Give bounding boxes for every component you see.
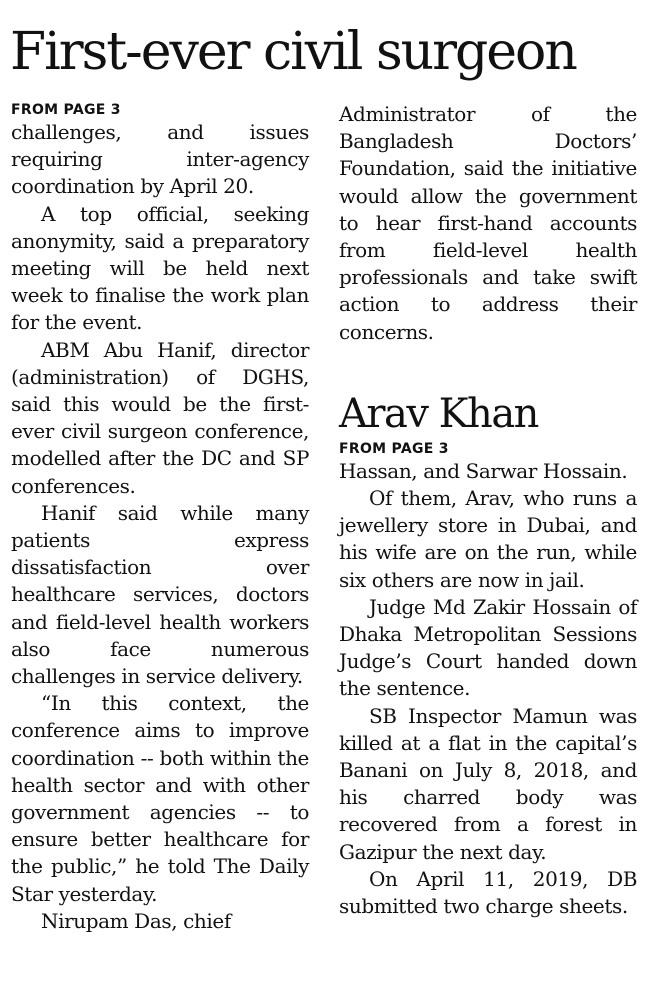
story1-continued-paragraph: Administrator of the Bangladesh Doctors’ Foundation, said the initiative would allow the government to hear first-hand accounts from field-level health professionals and take swift action to address their concerns. xyxy=(339,102,637,344)
story2-paragraph: SB Inspector Mamun was killed at a flat in the capital’s Banani on July 8, 2018, and his charred body was recovered from a forest in Gazipur the next day. xyxy=(339,703,637,864)
story1-slug: FROM PAGE 3 xyxy=(11,102,121,118)
story1-paragraph: challenges, and issues requiring inter-agency coordination by April 20. xyxy=(11,120,309,199)
story1-paragraph: A top official, seeking anonymity, said a preparatory meeting will be held next week to finalise the work plan for the event. xyxy=(11,201,309,335)
story2-paragraph: Hassan, and Sarwar Hossain. xyxy=(339,458,628,483)
story1-paragraph: “In this context, the conference aims to improve coordination -- both within the health sector and with other government agencies -- to ensure better healthcare for the public,” he told The Daily Star yesterday. xyxy=(11,691,309,906)
story1-paragraph: Nirupam Das, chief xyxy=(41,908,231,933)
story2-paragraph: On April 11, 2019, DB submitted two charge sheets. xyxy=(339,866,637,919)
story2-headline: Arav Khan xyxy=(339,390,538,437)
story2-paragraph: Of them, Arav, who runs a jewellery store in Dubai, and his wife are on the run, while six others are now in jail. xyxy=(339,486,637,592)
story2-paragraph: Judge Md Zakir Hossain of Dhaka Metropolitan Sessions Judge’s Court handed down the sentence. xyxy=(339,594,637,701)
right-column xyxy=(339,101,637,920)
story1-paragraph: ABM Abu Hanif, director (administration) of DGHS, said this would be the first-ever civil surgeon conference, modelled after the DC and SP conferences. xyxy=(11,337,309,498)
story1-headline: First-ever civil surgeon xyxy=(10,22,576,82)
left-column xyxy=(11,101,309,935)
story2-slug: FROM PAGE 3 xyxy=(339,440,449,457)
story1-paragraph: Hanif said while many patients express dissatisfaction over healthcare services, doctors and field-level health workers also face numerous challenges in service delivery. xyxy=(11,500,309,689)
